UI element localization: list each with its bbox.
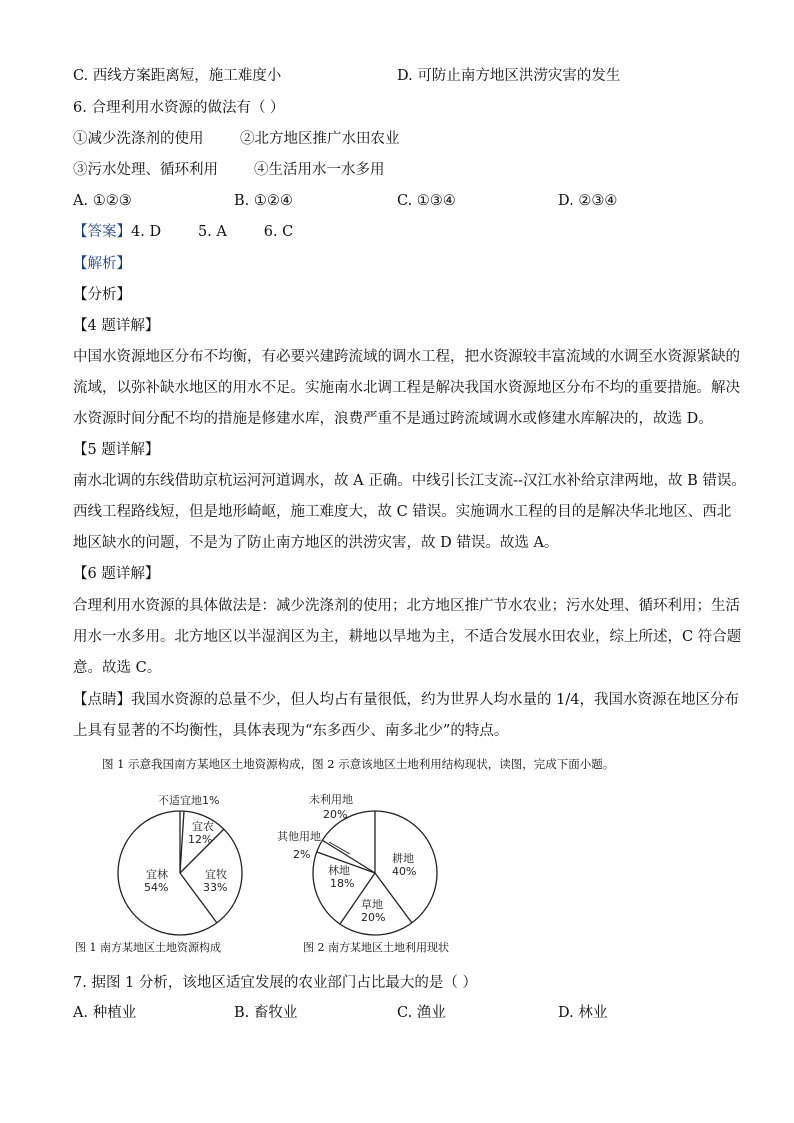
d4-line-2: 流域，以弥补缺水地区的用水不足。实施南水北调工程是解决我国水资源地区分布不均的重要措施。解决 (73, 380, 740, 396)
q7-option-b: B. 畜牧业 (234, 1005, 298, 1021)
d6-line-1: 合理利用水资源的具体做法是：减少洗涤剂的使用；北方地区推广节水农业；污水处理、循环利用；生活 (73, 598, 740, 614)
q6-option-b: B. ①②④ (234, 193, 293, 209)
d5-heading: 【5 题详解】 (73, 442, 160, 458)
dianjing-line-1 (73, 690, 739, 710)
d5-line-2: 西线工程路线短，但是地形崎岖，施工难度大，故 C 错误。实施调水工程的目的是解决华北地区、西北 (73, 504, 732, 520)
pie2-label-grass-name: 草地 (361, 898, 383, 911)
pie2-label-arable-name: 耕地 (392, 852, 414, 865)
answer-text: 4. D 5. A 6. C (131, 224, 294, 240)
pie2-label-forest-name: 林地 (328, 864, 350, 877)
q6-item-1: ①减少洗涤剂的使用 (73, 131, 204, 147)
d6-line-2: 用水一水多用。北方地区以半湿润区为主，耕地以旱地为主，不适合发展水田农业，综上所述，C 符合题 (73, 629, 742, 645)
d5-line-1: 南水北调的东线借助京杭运河河道调水，故 A 正确。中线引长江支流--汉江水补给京津两地，故 B 错误。 (73, 473, 746, 489)
dianjing-line-2: 上具有显著的不均衡性，具体表现为“东多西少、南多北少”的特点。 (73, 723, 509, 739)
q6-item-3: ③污水处理、循环利用 (73, 162, 218, 178)
pie1-label-forest-name: 宜林 (146, 868, 168, 881)
dianjing-text-1: 我国水资源的总量不少，但人均占有量很低，约为世界人均水量的 1/4，我国水资源在地区分布 (131, 692, 739, 708)
q7-option-a: A. 种植业 (73, 1005, 137, 1021)
figure-intro: 图 1 示意我国南方某地区土地资源构成，图 2 示意该地区土地利用结构现状，读图，完成下面小题。 (102, 757, 615, 771)
q6-option-d: D. ②③④ (558, 193, 618, 209)
pie-chart-2 (277, 792, 437, 935)
dianjing-tag: 【点睛】 (73, 692, 131, 708)
pie2-label-arable-value: 40% (392, 865, 417, 878)
q5-option-c: C. 西线方案距离短，施工难度小 (73, 68, 282, 84)
q7-stem: 7. 据图 1 分析，该地区适宜发展的农业部门占比最大的是（ ） (73, 975, 477, 991)
pie1-label-pasture-value: 33% (203, 881, 228, 894)
pie1-label-pasture-name: 宜牧 (205, 868, 227, 881)
d6-heading: 【6 题详解】 (73, 566, 160, 582)
q6-stem: 6. 合理利用水资源的做法有（ ） (73, 100, 285, 116)
q6-option-a: A. ①②③ (73, 193, 132, 209)
pie2-label-grass-value: 20% (361, 911, 386, 924)
answer-line (73, 222, 293, 242)
q6-item-4: ④生活用水一水多用 (254, 162, 385, 178)
pie1-label-farm-name: 宜农 (192, 820, 214, 833)
pie1-label-unsuitable: 不适宜地1% (158, 794, 220, 807)
pie2-label-other-value: 2% (293, 848, 311, 861)
d4-line-3: 水资源时间分配不均的措施是修建水库，浪费严重不是通过跨流域调水或修建水库解决的，故选 D。 (73, 411, 713, 427)
d4-heading: 【4 题详解】 (73, 318, 160, 334)
q6-option-c: C. ①③④ (397, 193, 456, 209)
d4-line-1: 中国水资源地区分布不均衡，有必要兴建跨流域的调水工程，把水资源较丰富流域的水调至水资源紧缺的 (73, 349, 740, 365)
q5-option-d: D. 可防止南方地区洪涝灾害的发生 (397, 68, 621, 84)
d5-line-3: 地区缺水的问题，不是为了防止南方地区的洪涝灾害，故 D 错误。故选 A。 (73, 535, 559, 551)
figure-2-caption: 图 2 南方某地区土地利用现状 (303, 941, 449, 954)
pie-chart-1 (118, 793, 242, 935)
answer-tag: 【答案】 (73, 224, 131, 240)
pie2-label-unused-value: 20% (323, 808, 348, 821)
pie2-label-other-name: 其他用地 (277, 830, 321, 843)
pie1-label-forest-value: 54% (144, 881, 169, 894)
pie2-label-unused-name: 未利用地 (309, 793, 353, 806)
q7-option-d: D. 林业 (558, 1005, 608, 1021)
d6-line-3: 意。故选 C。 (73, 660, 162, 676)
pie1-label-farm-value: 12% (188, 833, 213, 846)
jiexi-heading: 【解析】 (73, 256, 131, 272)
figure-1-caption: 图 1 南方某地区土地资源构成 (75, 941, 221, 954)
q7-option-c: C. 渔业 (397, 1005, 446, 1021)
pie2-label-forest-value: 18% (330, 877, 355, 890)
fenxi-heading: 【分析】 (73, 287, 131, 303)
q6-item-2: ②北方地区推广水田农业 (240, 131, 400, 147)
